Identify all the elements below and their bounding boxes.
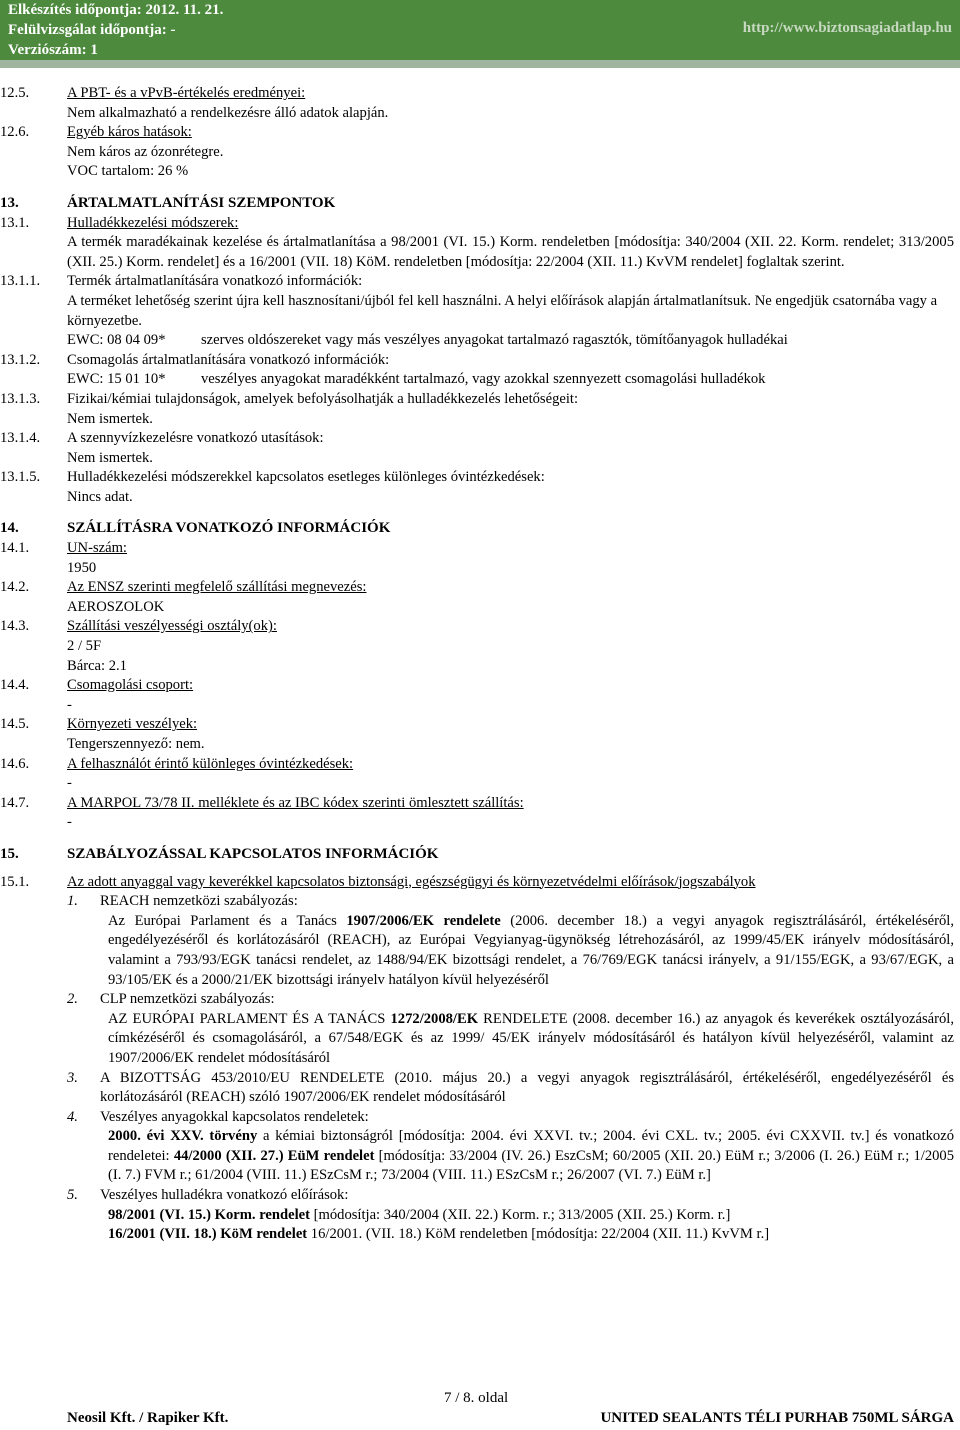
product-name: UNITED SEALANTS TÉLI PURHAB 750ML SÁRGA <box>600 1410 954 1426</box>
created-date: Elkészítés időpontja: 2012. 11. 21. <box>8 2 224 18</box>
item-title: Fizikai/kémiai tulajdonságok, amelyek befolyásolhatják a hulladékkezelés lehetőségeit: <box>67 390 579 407</box>
ewc-code: EWC: 08 04 09* <box>67 332 166 349</box>
revision-date: Felülvizsgálat időpontja: - <box>8 22 176 38</box>
item-12-5: 12.5. A PBT- és a vPvB-értékelés eredményei: <box>0 85 306 101</box>
item-title: Csomagolás ártalmatlanítására vonatkozó információk: <box>67 351 390 368</box>
reg-text: 16/2001 (VII. 18.) KöM rendelet 16/2001. (VII. 18.) KöM rendeletben [módosítja: 22/2004 (XII. 11.) KvVM r.] <box>108 1226 770 1243</box>
item-14-7: 14.7. A MARPOL 73/78 II. melléklete és az IBC kódex szerinti ömlesztett szállítás: <box>0 794 524 811</box>
item-title: Egyéb káros hatások: <box>67 124 192 141</box>
item-13-1: 13.1. Hulladékkezelési módszerek: <box>0 214 239 231</box>
page-header <box>0 0 960 60</box>
item-13-1-2: 13.1.2. Csomagolás ártalmatlanítására vonatkozó információk: <box>0 351 390 368</box>
item-title: Hulladékkezelési módszerekkel kapcsolatos esetleges különleges óvintézkedések: <box>67 469 545 486</box>
item-text: AEROSZOLOK <box>67 598 165 615</box>
ewc-line <box>0 370 960 390</box>
item-13-1-1: 13.1.1. Termék ártalmatlanítására vonatkozó információk: <box>0 273 363 290</box>
reg-text: 98/2001 (VI. 15.) Korm. rendelet [módosítja: 340/2004 (XII. 22.) Korm. r.; 313/2005 (XII. 25.) Korm. r.] <box>108 1206 731 1223</box>
section-15-heading: 15. SZABÁLYOZÁSSAL KAPCSOLATOS INFORMÁCIÓK <box>0 845 439 862</box>
item-title: A PBT- és a vPvB-értékelés eredményei: <box>67 85 306 101</box>
ewc-code: EWC: 15 01 10* <box>67 371 166 388</box>
item-text: VOC tartalom: 26 % <box>67 163 189 180</box>
item-text: Nem ismertek. <box>67 410 153 427</box>
header-divider <box>0 60 960 68</box>
ewc-line <box>0 331 960 351</box>
item-text: Nem alkalmazható a rendelkezésre álló adatok alapján. <box>67 104 389 121</box>
reg-text: AZ EURÓPAI PARLAMENT ÉS A TANÁCS 1272/2008/EK RENDELETE (2008. december 16.) az anyagok és keverékek osztályozásáról, címkézéséről és csomagolásáról, a 67/548/EGK és az 1999/ 45/EK irányelv módosításáról és hatályon kívül helyezéséről, valamint az 1907/2006/EK rendelet módosításáról <box>108 1010 954 1066</box>
item-text: Bárca: 2.1 <box>67 657 127 674</box>
item-14-2: 14.2. Az ENSZ szerinti megfelelő szállítási megnevezés: <box>0 579 367 596</box>
page-number: 7 / 8. oldal <box>444 1390 509 1406</box>
item-14-6: 14.6. A felhasználót érintő különleges óvintézkedések: <box>0 755 354 772</box>
section-13-heading: 13. ÁRTALMATLANÍTÁSI SZEMPONTOK <box>0 194 336 211</box>
item-text: A terméket lehetőség szerint újra kell hasznosítani/újból fel kell használni. A helyi előírások alapján ártalmatlanítsuk. Ne engedjük csatornába vagy a környezetbe. <box>67 292 938 329</box>
reg-list-item-4: 4. Veszélyes anyagokkal kapcsolatos rendeletek: <box>67 1108 369 1125</box>
item-text: - <box>67 696 72 713</box>
item-text: 2 / 5F <box>67 638 102 655</box>
item-text: A termék maradékainak kezelése és ártalmatlanítása a 98/2001 (VI. 15.) Korm. rendeletben [módosítja: 340/2004 (XII. 22. Korm. rendelet; 313/2005 (XII. 25.) Korm. rendelet] és a 16/2001 (VII. 18) KöM. rendeletben [módosítja: 22/2004 (XII. 11.) KvVM rendelet] foglaltak szerint. <box>67 234 954 270</box>
reg-text: 2000. évi XXV. törvény a kémiai biztonságról [módosítja: 2004. évi XXVI. tv.; 2004. évi CXL. tv.; 2005. évi CXXVII. tv.] és vonatkozó rendeletei: 44/2000 (XII. 27.) EüM rendelet [módosítja: 33/2004 (IV. 26.) EszCsM; 60/2005 (XII. 20.) EüM r.; 3/2006 (I. 26.) EüM r.; 1/2005 (I. 7.) FVM r.; 61/2004 (VIII. 11.) ESzCsM r.; 73/2004 (VIII. 11.) ESzCsM r.; 26/2007 (VI. 7.) EüM r.] <box>108 1128 955 1184</box>
ewc-description: szerves oldószereket vagy más veszélyes anyagokat tartalmazó ragasztók, tömítőanyagok hulladékai <box>201 332 788 349</box>
header-meta <box>8 0 223 60</box>
reg-list-item-3: 3. A BIZOTTSÁG 453/2010/EU RENDELETE (2010. május 20.) a vegyi anyagok regisztrálásáról, értékeléséről, engedélyezéséről és korlátozásáról (REACH) szóló 1907/2006/EK rendelet módosításáról <box>67 1069 954 1106</box>
item-13-1-5: 13.1.5. Hulladékkezelési módszerekkel kapcsolatos esetleges különleges óvintézkedések: <box>0 469 545 486</box>
item-14-4: 14.4. Csomagolási csoport: <box>0 677 194 694</box>
company-name: Neosil Kft. / Rapiker Kft. <box>67 1410 229 1426</box>
ewc-description: veszélyes anyagokat maradékként tartalmazó, vagy azokkal szennyezett csomagolási hulladékok <box>201 371 766 388</box>
item-15-1: 15.1. Az adott anyaggal vagy keverékkel kapcsolatos biztonsági, egészségügyi és környezetvédelmi előírások/jogszabályok <box>0 873 756 890</box>
item-14-3: 14.3. Szállítási veszélyességi osztály(ok): <box>0 618 277 635</box>
reg-list-item-2: 2. CLP nemzetközi szabályozás: <box>67 991 275 1008</box>
item-text: Nincs adat. <box>67 488 133 505</box>
item-13-1-4: 13.1.4. A szennyvízkezelésre vonatkozó utasítások: <box>0 430 324 447</box>
item-title: A szennyvízkezelésre vonatkozó utasítások: <box>67 430 324 447</box>
item-title: Termék ártalmatlanítására vonatkozó információk: <box>67 273 363 290</box>
item-13-1-3: 13.1.3. Fizikai/kémiai tulajdonságok, amelyek befolyásolhatják a hulladékkezelés lehetőségeit: <box>0 390 579 407</box>
reg-list-item-5: 5. Veszélyes hulladékra vonatkozó előírások: <box>67 1187 349 1204</box>
item-text: - <box>67 775 72 792</box>
item-text: - <box>67 814 72 831</box>
item-title: Hulladékkezelési módszerek: <box>67 214 239 231</box>
item-14-1: 14.1. UN-szám: <box>0 540 127 557</box>
header-url-link[interactable]: http://www.biztonsagiadatlap.hu <box>742 20 952 36</box>
item-text: Nem káros az ózonrétegre. <box>67 143 224 160</box>
page-footer <box>0 1390 960 1430</box>
item-text: Nem ismertek. <box>67 449 153 466</box>
item-14-5: 14.5. Környezeti veszélyek: <box>0 716 198 733</box>
section-14-heading: 14. SZÁLLÍTÁSRA VONATKOZÓ INFORMÁCIÓK <box>0 520 391 537</box>
reg-text: Az Európai Parlament és a Tanács 1907/2006/EK rendelete (2006. december 18.) a vegyi anyagok regisztrálásáról, értékeléséről, engedélyezéséről és korlátozásáról (REACH), az Európai Vegyianyag-ügynökség létrehozásáról, az 1999/45/EK irányelv módosításáról, valamint a 793/93/EGK tanácsi rendelet, az 1488/94/EK bizottsági rendelet, a 76/769/EGK tanácsi irányelv, a 91/155/EGK, a 93/67/EGK, a 93/105/EK és a 2000/21/EK bizottsági irányelv hatályon kívül helyezéséről <box>108 912 954 988</box>
item-12-6: 12.6. Egyéb káros hatások: <box>0 124 192 141</box>
reg-list-item-1: 1. REACH nemzetközi szabályozás: <box>67 893 298 910</box>
document-body <box>0 84 960 1245</box>
item-text: Tengerszennyező: nem. <box>67 736 205 752</box>
version-number: Verziószám: 1 <box>8 42 98 58</box>
item-text: 1950 <box>67 559 97 576</box>
